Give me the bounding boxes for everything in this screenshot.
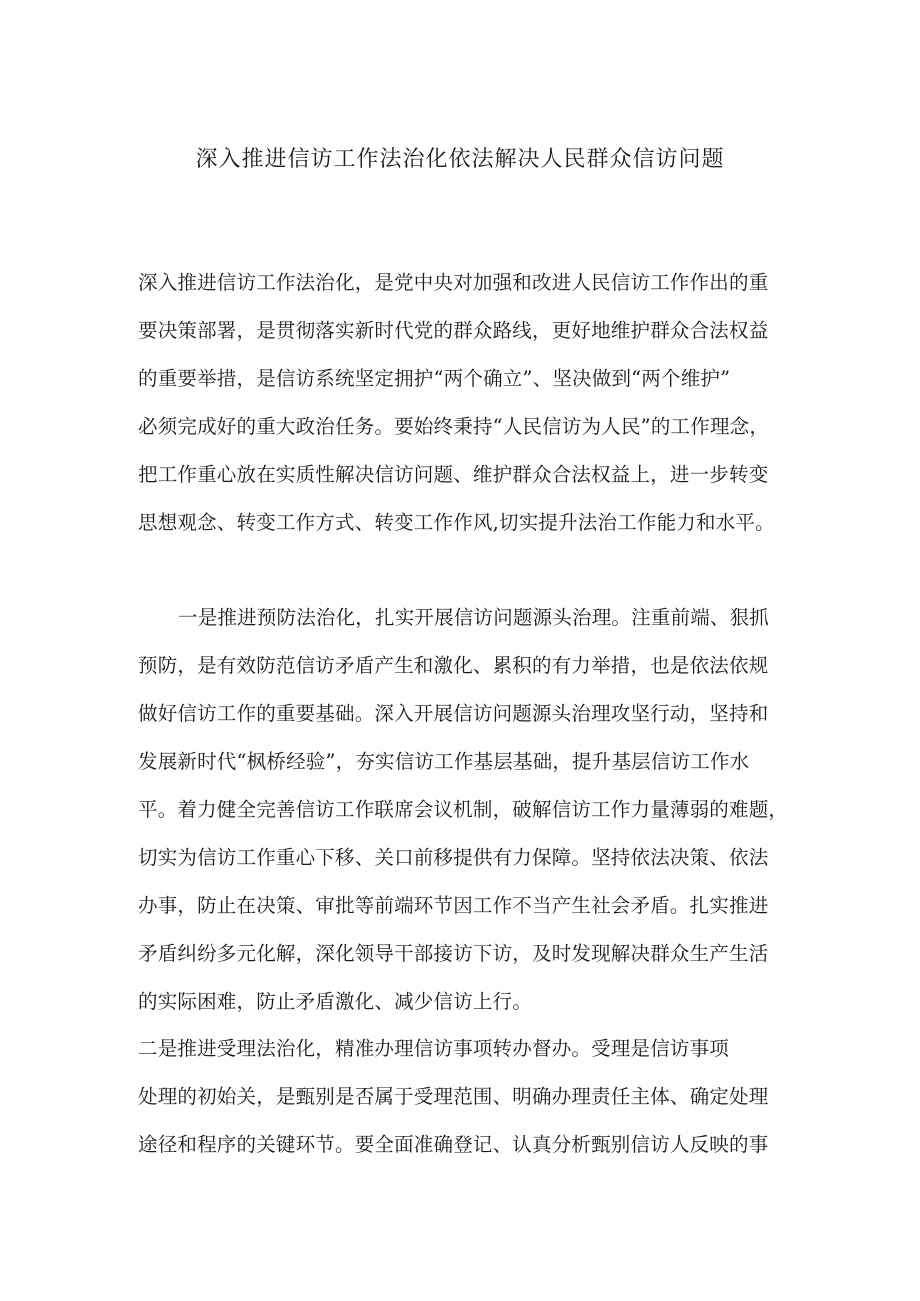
section2-line-3: 途径和程序的关键环节。要全面准确登记、认真分析甄别信访人反映的事 bbox=[138, 1133, 769, 1156]
section1-line-7: 办事，防止在决策、审批等前端环节因工作不当产生社会矛盾。扎实推进 bbox=[138, 894, 769, 917]
section2-line-1: 二是推进受理法治化，精准办理信访事项转办督办。受理是信访事项 bbox=[138, 1037, 730, 1060]
section1-line-4: 发展新时代“枫桥经验”，夯实信访工作基层基础，提升基层信访工作水 bbox=[138, 750, 750, 773]
section2-line-2: 处理的初始关，是甄别是否属于受理范围、明确办理责任主体、确定处理 bbox=[138, 1085, 769, 1108]
section1-line-1: 一是推进预防法治化，扎实开展信访问题源头治理。注重前端、狠抓 bbox=[178, 606, 770, 629]
section1-line-3: 做好信访工作的重要基础。深入开展信访问题源头治理攻坚行动，坚持和 bbox=[138, 702, 769, 725]
section1-line-5: 平。着力健全完善信访工作联席会议机制，破解信访工作力量薄弱的难题， bbox=[138, 798, 789, 821]
intro-line-5: 把工作重心放在实质性解决信访问题、维护群众合法权益上，进一步转变 bbox=[138, 463, 769, 486]
document-title: 深入推进信访工作法治化依法解决人民群众信访问题 bbox=[195, 147, 725, 172]
intro-line-1: 深入推进信访工作法治化，是党中央对加强和改进人民信访工作作出的重 bbox=[138, 271, 769, 294]
section1-line-9: 的实际困难，防止矛盾激化、减少信访上行。 bbox=[138, 990, 533, 1013]
intro-line-4: 必须完成好的重大政治任务。要始终秉持“人民信访为人民”的工作理念， bbox=[138, 415, 770, 438]
intro-line-2: 要决策部署，是贯彻落实新时代党的群众路线，更好地维护群众合法权益 bbox=[138, 319, 769, 342]
section1-line-6: 切实为信访工作重心下移、关口前移提供有力保障。坚持依法决策、依法 bbox=[138, 846, 769, 869]
intro-line-3: 的重要举措，是信访系统坚定拥护“两个确立”、坚决做到“两个维护” bbox=[138, 367, 731, 390]
section1-line-8: 矛盾纠纷多元化解，深化领导干部接访下访，及时发现解决群众生产生活 bbox=[138, 942, 769, 965]
section1-line-2: 预防，是有效防范信访矛盾产生和激化、累积的有力举措，也是依法依规 bbox=[138, 654, 769, 677]
intro-line-6: 思想观念、转变工作方式、转变工作作风,切实提升法治工作能力和水平。 bbox=[138, 511, 775, 534]
